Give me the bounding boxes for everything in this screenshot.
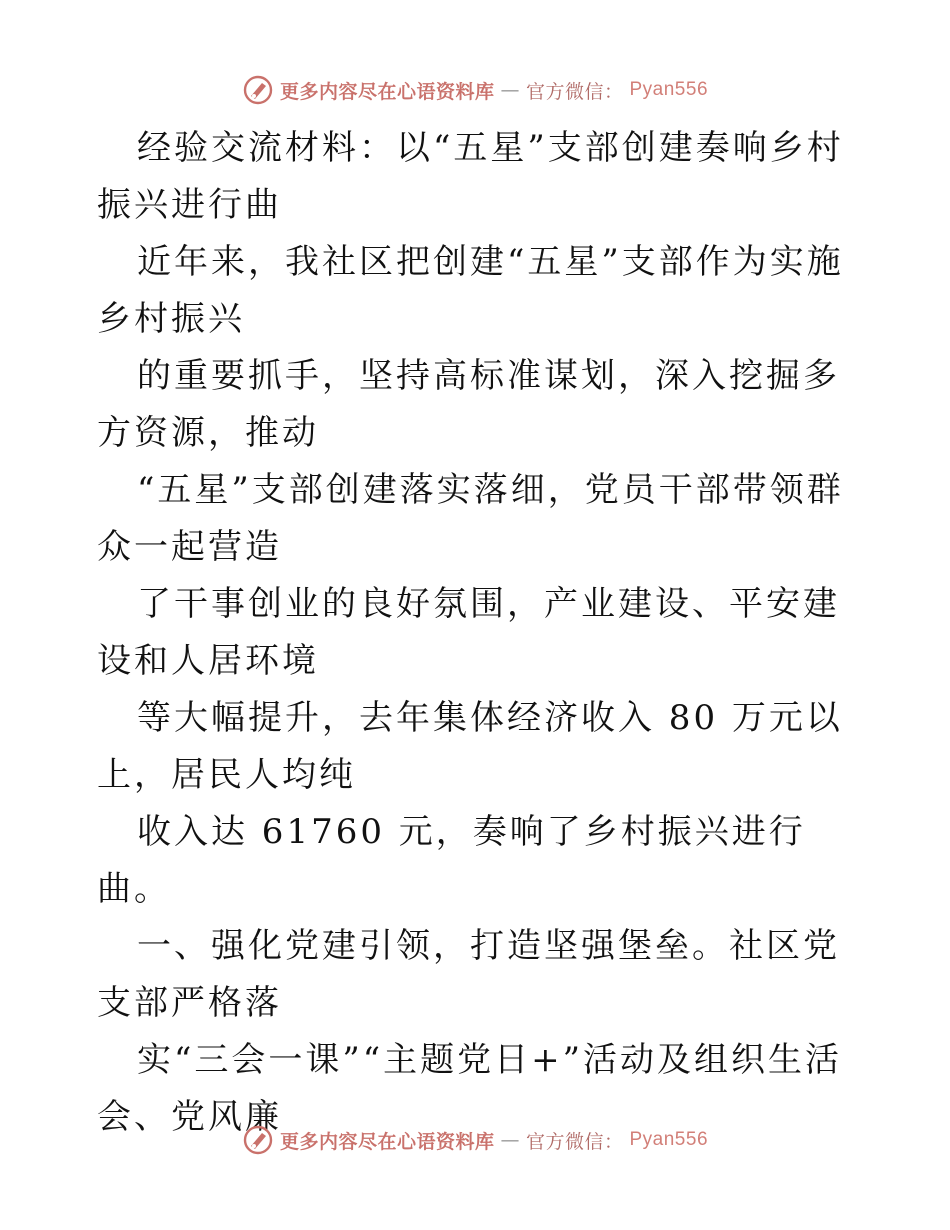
document-line: 的重要抓手，坚持高标准谋划，深入挖掘多方资源，推动	[97, 356, 840, 453]
document-line: 等大幅提升，去年集体经济收入 80 万元以上，居民人均纯	[97, 698, 843, 795]
document-line: 近年来，我社区把创建“五星”支部作为实施乡村振兴	[97, 242, 844, 339]
watermark-main-text: 更多内容尽在心语资料库	[279, 1130, 495, 1153]
watermark-main-text: 更多内容尽在心语资料库	[279, 80, 495, 103]
document-line: “五星”支部创建落实落细，党员干部带领群众一起营造	[97, 470, 844, 567]
watermark-separator: —	[500, 1129, 520, 1151]
document-line: 收入达 61760 元，奏响了乡村振兴进行曲。	[97, 812, 806, 909]
watermark-wechat-label: 官方微信：	[525, 1130, 624, 1153]
footer-watermark	[0, 1120, 950, 1160]
document-line: 经验交流材料：以“五星”支部创建奏响乡村振兴进行曲	[97, 128, 844, 225]
pen-nib-logo-icon	[242, 1124, 274, 1156]
document-line: 实“三会一课”“主题党日+”活动及组织生活会、党风廉	[97, 1040, 843, 1137]
document-body	[97, 120, 857, 1146]
header-watermark	[0, 70, 950, 110]
document-line: 一、强化党建引领，打造坚强堡垒。社区党支部严格落	[97, 926, 840, 1023]
document-line: 了干事创业的良好氛围，产业建设、平安建设和人居环境	[97, 584, 840, 681]
watermark-separator: —	[500, 79, 520, 101]
watermark-wechat-id: Pyan556	[629, 1129, 709, 1150]
pen-nib-logo-icon	[242, 74, 274, 106]
watermark-wechat-id: Pyan556	[629, 79, 709, 100]
watermark-wechat-label: 官方微信：	[525, 80, 624, 103]
